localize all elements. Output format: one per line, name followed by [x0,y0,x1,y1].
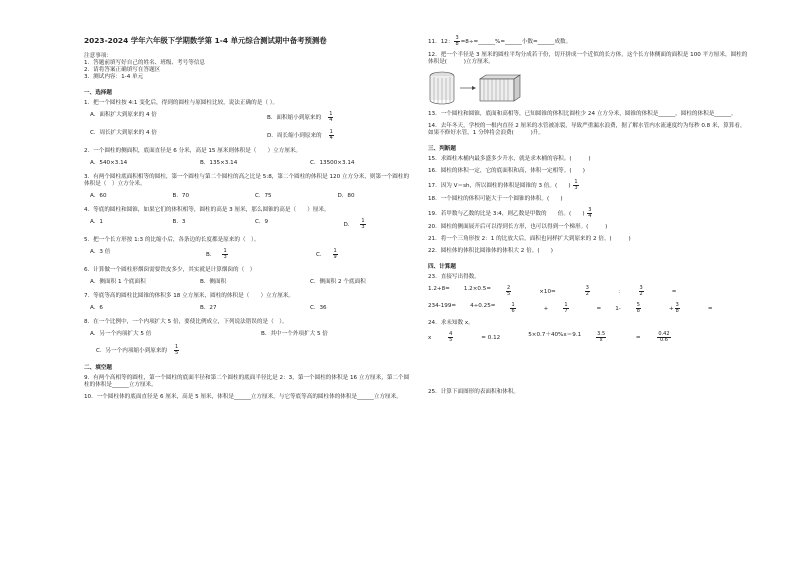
denominator: 5 [507,290,511,297]
calc-item: 4÷0.25= [470,302,496,309]
calc-item: 1.2×0.5= [463,285,492,292]
question-22: 22．圆柱体的体积比圆锥体的体积大 2 倍。( ) [428,247,553,254]
denominator: 0.6 [659,336,668,343]
option: A．另一个内项扩大 5 倍 [90,330,152,337]
numerator: 1 [175,343,179,350]
fraction [573,180,578,191]
option: B．70 [172,193,190,200]
option [194,249,304,260]
question-18: 18．一个圆柱的体积可能大于一个圆锥的体积。( ) [428,195,563,202]
option-text: D． [343,222,354,229]
q17-text: 17．因为 V＝sh，所以圆柱的体积是圆锥的 3 倍。( ) [428,182,571,189]
option-text: C．另一个内项缩小到原来的 [96,347,168,354]
option [255,130,426,141]
denominator: 5 [449,336,453,343]
equation-1 [428,332,514,343]
option: A．侧面积 1 个底面积 [90,279,146,286]
option: A．6 [90,305,103,311]
cylinder-to-cuboid-diagram [428,71,523,105]
numerator: 1 [333,248,337,255]
denominator: 3 [574,184,578,191]
fraction [454,36,459,47]
question-21: 21．将一个三角形按 2：1 的比放大后，面积也同样扩大到原来的 2 倍。( ) [428,235,631,242]
fraction [510,303,529,314]
calc-text: 1- [615,305,621,312]
q19-text: 19．若甲数与乙数的比是 3:4，则乙数是甲数的 倍。( ) [428,210,585,217]
numerator: 3 [675,301,679,308]
option: B．侧面积 [200,279,227,286]
denominator: 2 [585,290,589,297]
option-text: D．周长缩小到原来的 [267,133,322,140]
question-14: 14．去年冬天，学校的一根内直径 2 厘米的水管被冻裂，导致严重漏水浪费，据了解水管内水流速度约为每秒 0.8 米，算算看，如果不修好水管，1 分钟将会浪费( )升。 [428,122,746,136]
fraction [168,345,179,356]
numerator: 3.5 [597,330,606,337]
denominator: 4 [329,135,333,142]
equation-row [428,332,750,343]
option [332,219,415,230]
question-16: 16．圆柱的体积一定，它的底面积和高，体积一定相等。( ) [428,167,585,174]
question-12: 12．把一个半径是 3 厘米的圆柱平均分成若干份，切开拼成一个近似的长方体，这个长方体侧面的面积是 100 平方厘米，圆柱的体积是( )立方厘米。 [428,52,748,65]
equation-2: 5×0.7＋40%x＝9.1 [528,331,582,338]
fraction [354,219,365,230]
question-1: 1．把一个圆柱按 4:1 变化后，得到的圆柱与原圆柱比较，说法正确的是（ ）。 [84,100,279,107]
numerator: 2 [507,284,511,291]
eq-text: x [428,334,434,341]
denominator: 6 [511,307,515,314]
denominator: 8 [455,41,459,47]
calc-item: 1.2+8= [428,285,450,292]
option: A．60 [90,193,107,200]
calc-item: 234-199= [428,302,457,309]
option [304,249,414,260]
right-column [428,36,750,401]
fraction [675,303,694,314]
options-1 [84,112,414,123]
denominator: 4 [588,212,592,219]
question-6: 6．计算做一个圆柱形烟囱需要铁皮多少，其实就是计算烟囱的（ ） [84,267,256,274]
option: D．80 [337,193,355,200]
numerator: 1 [564,301,568,308]
notes-heading: 注意事项： [84,53,112,60]
fraction [327,249,338,260]
option: C．9 [255,219,269,226]
options-7 [84,305,414,312]
left-column [84,36,414,406]
options-4 [84,219,414,230]
option: C．36 [310,305,327,311]
equation-3 [595,332,698,343]
option-text: C． [316,252,326,259]
question-13: 13．一个圆柱和圆锥，底面和高相等，已知圆锥的体积比圆柱少 24 立方分米，圆锥的体积是______，圆柱的体积是______。 [428,110,737,117]
numerator: 5 [636,301,640,308]
numerator: 1 [223,248,227,255]
page-title: 2023-2024 学年六年级下学期数学第 1-4 单元综合测试期中备考预测卷 [84,36,327,45]
numerator: 0.42 [658,330,670,337]
numerator: 3 [588,206,592,213]
numerator: 1 [329,129,333,136]
numerator: 3 [639,284,643,291]
fraction [563,303,582,314]
question-9: 9．有两个高相等的圆柱，第一个圆柱的底面半径和第二个圆柱的底面半径比是 2：3，第一个圆柱的体积是 16 立方厘米，第二个圆柱的体积是______立方厘米。 [84,374,410,388]
option: A．1 [90,219,103,226]
question-23: 23．直接写出得数。 [428,273,480,280]
fraction [323,130,334,141]
fraction [322,112,333,123]
calc-text: + [543,305,549,312]
options-3 [84,193,414,200]
denominator: 4 [329,117,333,124]
answer-space [428,349,750,389]
q11-text-b: =8÷=______%=______小数=______成数。 [460,39,572,45]
question-25: 25．计算下面图形的表面积和体积。 [428,388,520,395]
fraction [657,332,684,343]
question-2: 2．一个圆柱的侧面积，底面直径是 6 分米，高是 15 厘米则体积是（ ）立方厘米。 [84,148,302,155]
calc-item: $\frac{1}{6}$ + $\frac{1}{7}$ = [511,301,602,314]
section-calc: 四、计算题 [428,263,456,270]
option: B．3 [172,219,186,226]
option: C．周长扩大到原来的 4 倍 [90,130,157,137]
option: C．75 [255,193,272,200]
options-5 [84,249,414,260]
question-11 [428,36,750,47]
calc-row-2 [428,303,750,314]
notes-block [84,53,414,81]
note-item: 2．请将答案正确填写在答题区 [84,67,161,74]
fraction [216,249,227,260]
denominator: 7 [564,307,568,314]
denominator: x [599,336,603,343]
fraction [585,286,604,297]
question-10: 10．一个圆柱体的底面直径是 6 厘米，高是 5 厘米，体积是______立方厘米，与它等底等高的圆柱体的体积是______立方厘米。 [84,393,402,400]
numerator: 1 [511,301,515,308]
question-20: 20．圆柱的侧面展开后可以得到长方形，也可以得到一个梯形。( ) [428,223,608,230]
options-8b [84,345,414,356]
fraction [448,332,467,343]
denominator: 8 [675,307,679,314]
denominator: 3 [223,254,227,261]
question-24: 24．求未知数 x。 [428,319,474,326]
denominator: 8 [636,307,640,314]
eq-text: = 0.12 [481,334,501,341]
fraction [506,286,525,297]
cylinder-figure [428,71,750,105]
question-5: 5．把一个长方形按 1:3 的比缩小后，各条边的长度都是原来的（ ）。 [84,237,260,244]
question-8: 8．在一个比例中，一个内项扩大 5 倍，要使比例成立，下列说法错误的是（ ）。 [84,318,288,325]
option [84,345,414,356]
option: C．侧面积 2 个底面积 [310,279,366,286]
option: A．面积扩大到原来的 4 倍 [90,112,157,119]
option [255,112,426,123]
question-19 [428,208,750,219]
denominator: 9 [333,254,337,261]
option: B．27 [200,305,217,311]
denominator: 3 [361,224,365,231]
numerator: 1 [574,178,578,185]
option-text: B． [206,252,216,259]
options-2 [84,160,414,167]
numerator: 1 [361,218,365,225]
note-item: 3．测试内容：1-4 单元 [84,74,144,81]
options-6 [84,279,414,286]
note-item: 1．答题前填写好自己的姓名、班级、考号等信息 [84,60,206,67]
option-text: B．面积缩小到原来的 [267,115,322,122]
question-4: 4．等底的圆柱和圆锥，如果它们的体积相等，圆柱的高是 3 厘米，那么圆锥的高是（ ）厘米。 [84,207,330,214]
calc-item: 1- $\frac{5}{8}$ + $\frac{3}{8}$ = [615,301,713,314]
fraction [639,286,658,297]
options-1b [84,130,414,141]
option: C．13500×3.14 [310,160,355,167]
section-fill: 二、填空题 [84,364,112,371]
eq-text: = [634,334,643,341]
option: A．540×3.14 [90,160,128,167]
calc-item [505,286,570,297]
question-15: 15．求圆柱木桶内最多盛多少升水，就是求木桶的容积。( ) [428,155,591,162]
calc-row-1 [428,286,750,297]
q11-text: 11．12： [428,39,454,45]
section-judge: 三、判断题 [428,145,456,152]
section-choice: 一、选择题 [84,90,112,97]
question-7: 7．等底等高的圆柱比圆锥的体积多 18 立方厘米，圆柱的体积是（ ）立方厘米。 [84,293,295,300]
calc-text: ： [617,288,624,295]
denominator: 5 [175,349,179,356]
calc-text: ×10= [539,288,556,295]
fraction [636,303,655,314]
fraction [587,208,592,219]
fraction [596,332,620,343]
option: B．其中一个外项扩大 5 倍 [261,330,328,337]
denominator: 2 [639,290,643,297]
calc-item: $\frac{3}{2}$ ： $\frac{3}{2}$ = [585,284,677,297]
option: A．3 倍 [90,249,111,256]
numerator: 3 [455,35,459,41]
question-3: 3．有两个圆柱底面积相等的圆柱，第一个圆柱与第二个圆柱的高之比是 5:8，第二个圆柱的体积是 120 立方分米，则第一个圆柱的体积是（ ）立方分米。 [84,174,410,188]
option: B．135×3.14 [200,160,238,167]
question-17 [428,180,750,191]
numerator: 1 [329,111,333,118]
options-8 [84,331,414,338]
numerator: 3 [585,284,589,291]
numerator: 4 [449,330,453,337]
